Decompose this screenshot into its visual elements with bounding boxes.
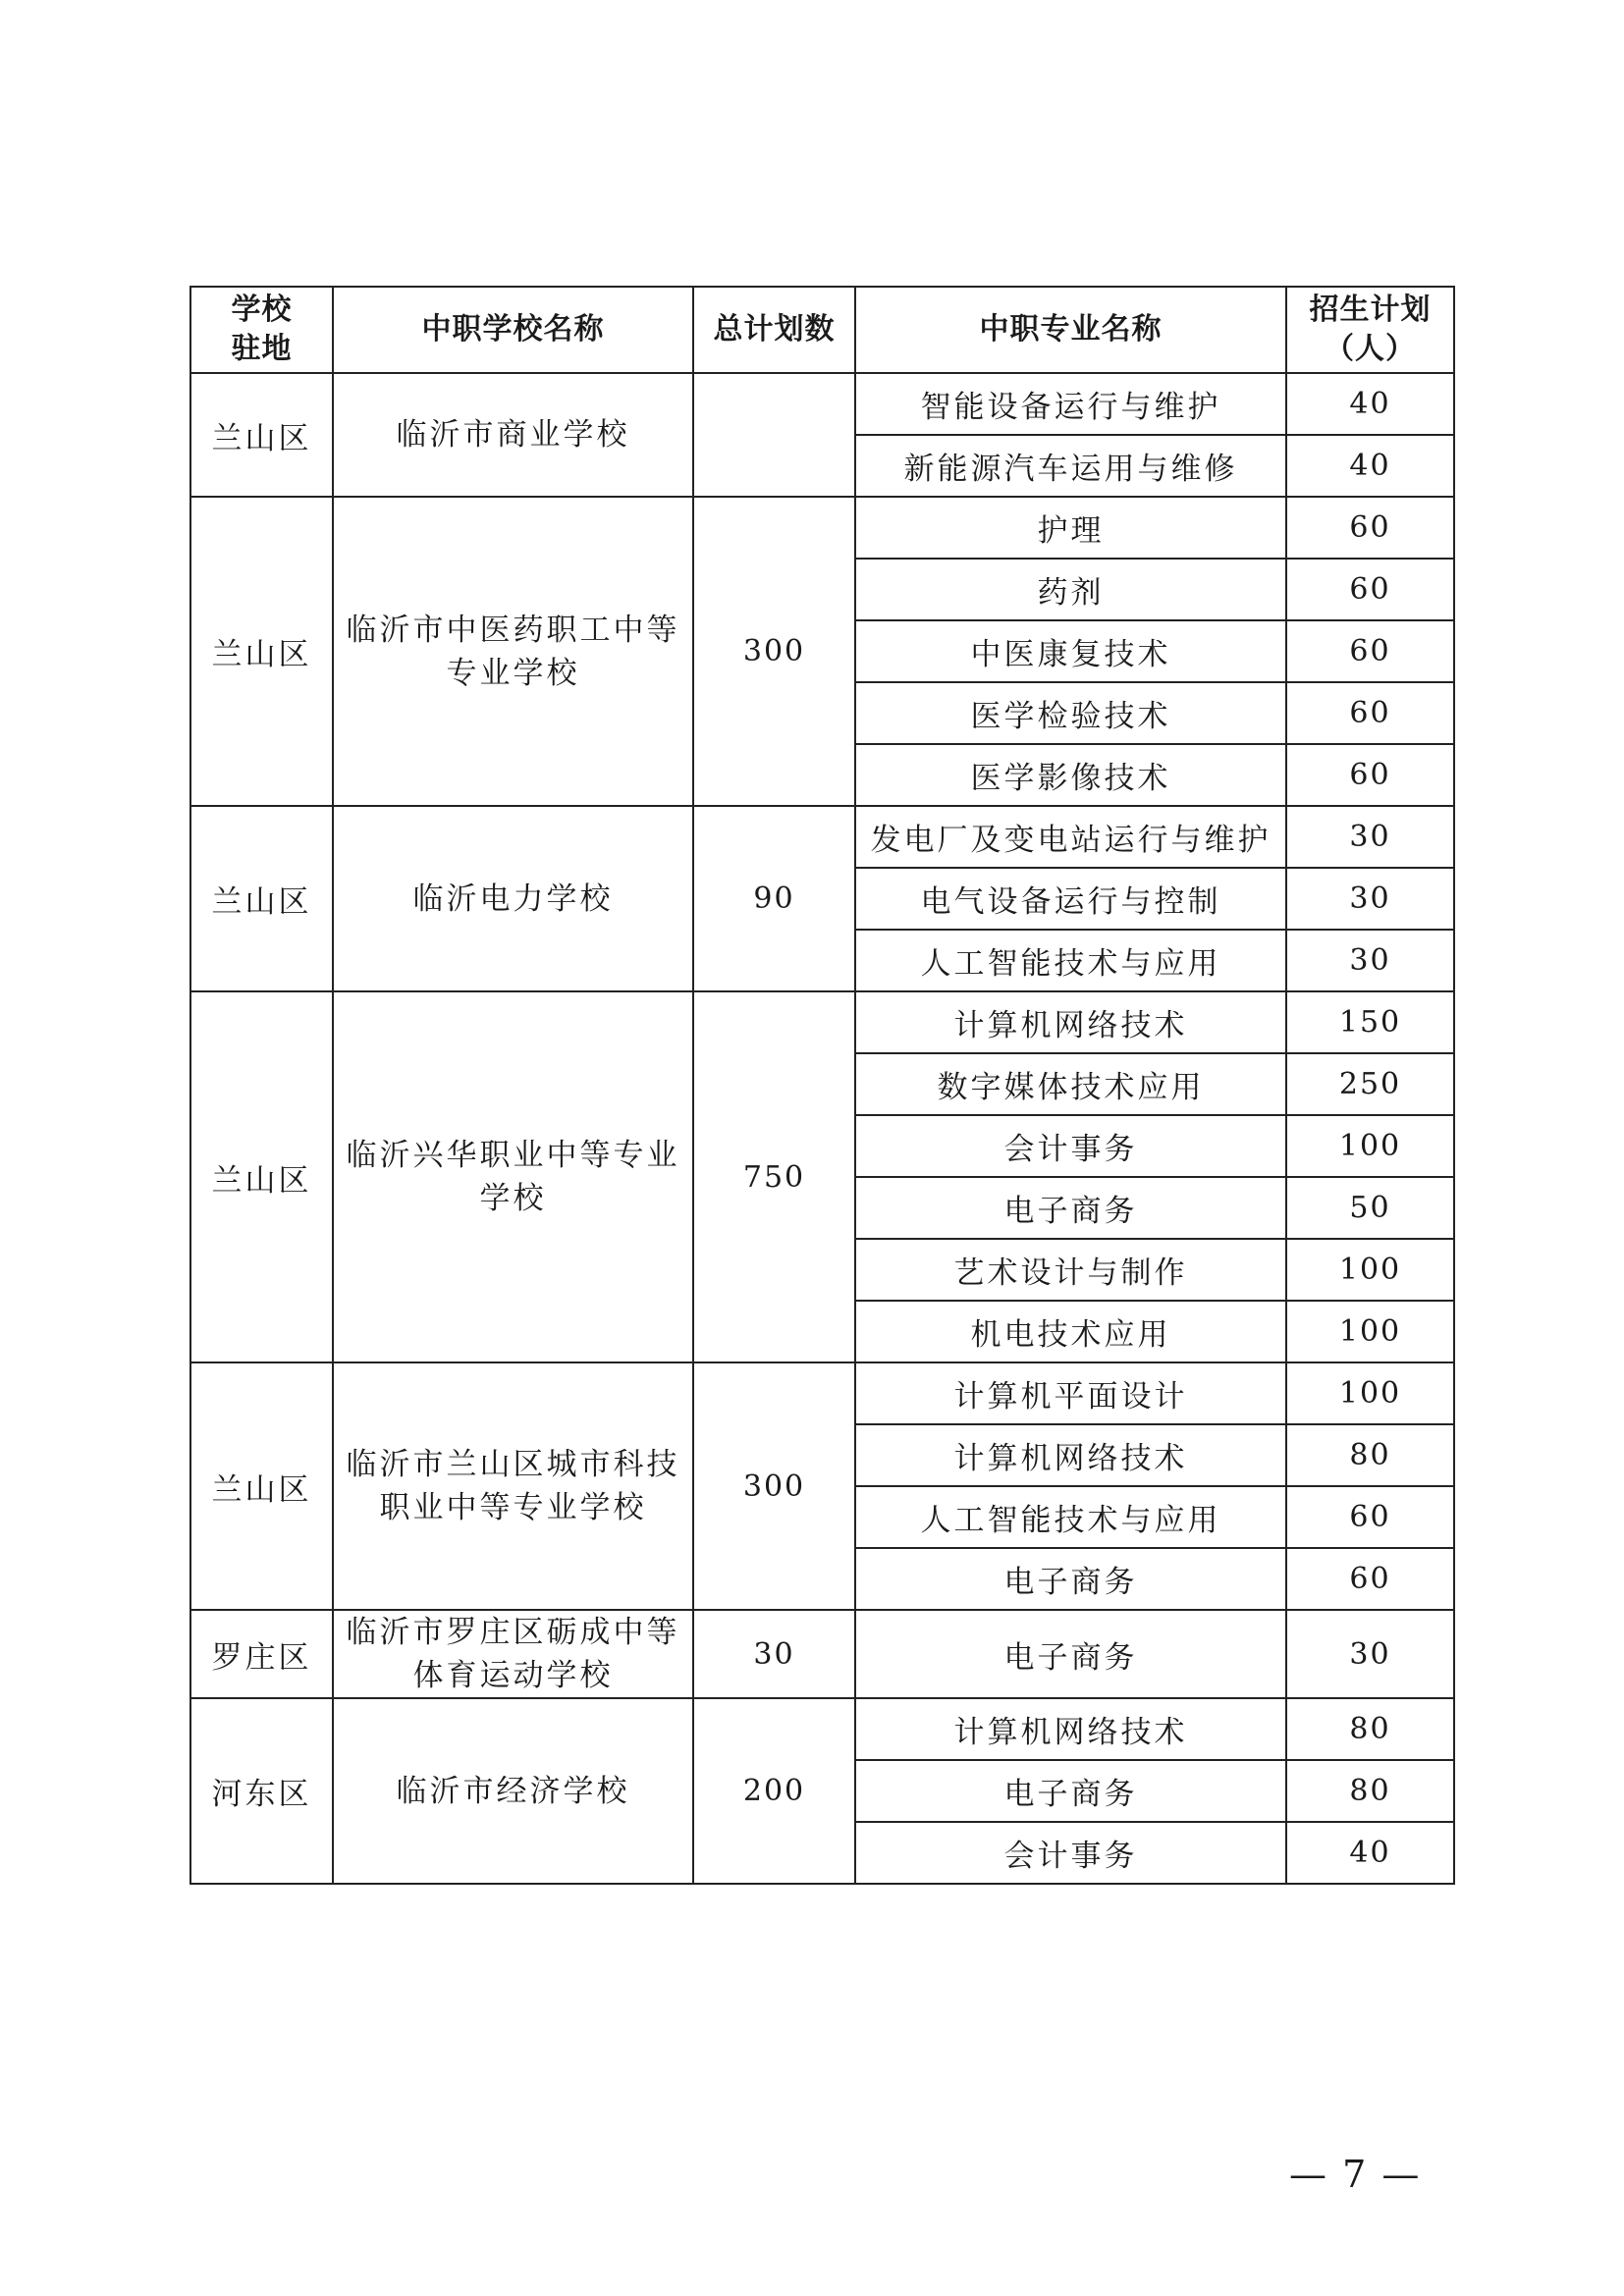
table-row [190,1362,1454,1424]
cell-major: 计算机网络技术 [855,1698,1286,1760]
cell-total: 750 [693,991,855,1362]
cell-total: 30 [693,1610,855,1698]
cell-plan: 30 [1286,806,1454,868]
cell-school-name: 临沂电力学校 [333,806,693,991]
cell-plan: 150 [1286,991,1454,1053]
cell-total: 300 [693,497,855,806]
cell-school-name: 临沂兴华职业中等专业学校 [333,991,693,1362]
table-row [190,1610,1454,1698]
cell-major: 电子商务 [855,1610,1286,1698]
cell-plan: 80 [1286,1698,1454,1760]
header-location: 学校驻地 [190,287,333,373]
cell-plan: 40 [1286,435,1454,497]
cell-major: 会计事务 [855,1822,1286,1884]
cell-school-name: 临沂市中医药职工中等专业学校 [333,497,693,806]
table-row [190,373,1454,435]
table-row [190,497,1454,559]
cell-major: 医学影像技术 [855,744,1286,806]
cell-plan: 100 [1286,1301,1454,1362]
cell-major: 会计事务 [855,1115,1286,1177]
cell-total: 90 [693,806,855,991]
cell-location: 兰山区 [190,1362,333,1610]
header-school: 中职学校名称 [333,287,693,373]
enrollment-table [189,286,1455,1885]
cell-major: 机电技术应用 [855,1301,1286,1362]
cell-plan: 80 [1286,1424,1454,1486]
cell-major: 电子商务 [855,1760,1286,1822]
cell-major: 新能源汽车运用与维修 [855,435,1286,497]
cell-school-name: 临沂市经济学校 [333,1698,693,1884]
table-body [190,373,1454,1884]
cell-plan: 100 [1286,1362,1454,1424]
table-header-row [190,287,1454,373]
cell-school-name: 临沂市罗庄区砺成中等体育运动学校 [333,1610,693,1698]
cell-school-name: 临沂市商业学校 [333,373,693,497]
cell-plan: 50 [1286,1177,1454,1239]
cell-plan: 60 [1286,744,1454,806]
cell-total: 300 [693,1362,855,1610]
cell-major: 发电厂及变电站运行与维护 [855,806,1286,868]
cell-total [693,373,855,497]
cell-major: 数字媒体技术应用 [855,1053,1286,1115]
cell-location: 河东区 [190,1698,333,1884]
cell-major: 计算机网络技术 [855,991,1286,1053]
cell-major: 电气设备运行与控制 [855,868,1286,930]
cell-plan: 30 [1286,868,1454,930]
cell-major: 护理 [855,497,1286,559]
cell-major: 艺术设计与制作 [855,1239,1286,1301]
cell-major: 人工智能技术与应用 [855,930,1286,991]
cell-plan: 40 [1286,373,1454,435]
cell-plan: 60 [1286,1486,1454,1548]
header-major: 中职专业名称 [855,287,1286,373]
cell-location: 兰山区 [190,806,333,991]
cell-plan: 30 [1286,1610,1454,1698]
cell-plan: 60 [1286,559,1454,620]
cell-plan: 60 [1286,682,1454,744]
cell-location: 兰山区 [190,373,333,497]
cell-location: 罗庄区 [190,1610,333,1698]
table-row [190,1698,1454,1760]
cell-major: 药剂 [855,559,1286,620]
cell-major: 医学检验技术 [855,682,1286,744]
cell-major: 计算机网络技术 [855,1424,1286,1486]
cell-location: 兰山区 [190,991,333,1362]
cell-plan: 60 [1286,620,1454,682]
cell-total: 200 [693,1698,855,1884]
cell-major: 电子商务 [855,1177,1286,1239]
cell-major: 计算机平面设计 [855,1362,1286,1424]
cell-major: 智能设备运行与维护 [855,373,1286,435]
header-plan: 招生计划（人） [1286,287,1454,373]
page-number: — 7 — [1289,2153,1422,2196]
table-row [190,991,1454,1053]
cell-major: 人工智能技术与应用 [855,1486,1286,1548]
cell-location: 兰山区 [190,497,333,806]
table-row [190,806,1454,868]
cell-plan: 60 [1286,1548,1454,1610]
cell-major: 电子商务 [855,1548,1286,1610]
cell-plan: 100 [1286,1239,1454,1301]
cell-plan: 60 [1286,497,1454,559]
cell-school-name: 临沂市兰山区城市科技职业中等专业学校 [333,1362,693,1610]
cell-plan: 250 [1286,1053,1454,1115]
cell-plan: 30 [1286,930,1454,991]
cell-plan: 80 [1286,1760,1454,1822]
header-total: 总计划数 [693,287,855,373]
cell-plan: 40 [1286,1822,1454,1884]
cell-major: 中医康复技术 [855,620,1286,682]
cell-plan: 100 [1286,1115,1454,1177]
